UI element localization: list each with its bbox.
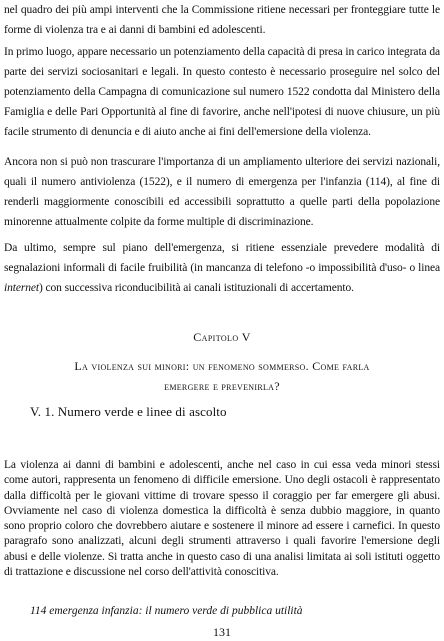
- chapter-title: [30, 356, 414, 396]
- subsection-heading: 114 emergenza infanzia: il numero verde di pubblica utilità: [30, 605, 303, 617]
- chapter-label-text: Capitolo V: [193, 330, 251, 344]
- paragraph-continued: nel quadro dei più ampi interventi che la Commissione ritiene necessari per fronteggiare tutte le forme di violenza tra e ai danni di bambini ed adolescenti.: [4, 4, 440, 36]
- page-number: 131: [213, 625, 231, 639]
- paragraph-da-ultimo-text-before: Da ultimo, sempre sul piano dell'emergenza, si ritiene essenziale prevedere modalità di segnalazioni informali di facile fruibilità (in mancanza di telefono -o impossibilità d'uso- o linea: [4, 242, 440, 274]
- section-body-paragraph: La violenza ai danni di bambini e adolescenti, anche nel caso in cui essa veda minori stessi come autori, rappresenta un fenomeno di difficile emersione. Uno degli ostacoli è rappresentato dalla difficoltà per le giovani vittime di trovare spesso il coraggio per far emergere gli abusi. Ovviamente nel caso di violenza domestica la difficoltà è senza dubbio maggiore, in quanto sono proprio coloro che dovrebbero aiutare e sostenere il minore ad essere i carnefici. In questo paragrafo sono analizzati, alcuni degli strumenti attraverso i quali favorire l'emersione degli abusi e delle violenze. Si tratta anche in questo caso di una analisi limitata ai soli istituti oggetto di trattazione e discussione nel corso dell'attività conoscitiva.: [4, 459, 440, 579]
- chapter-label: [0, 330, 444, 345]
- paragraph-primo-luogo: In primo luogo, appare necessario un potenziamento della capacità di presa in carico integrata da parte dei servizi sociosanitari e legali. In questo contesto è necessario proseguire nel solco del potenziamento della Campagna di comunicazione sul numero 1522 condotta dal Ministero della Famiglia e delle Pari Opportunità al fine di favorire, anche nell'ipotesi di nuove chiusure, un più facile strumento di denuncia e di aiuto anche ai fini dell'emersione della violenza.: [4, 46, 440, 138]
- paragraph-da-ultimo-italic: internet: [4, 282, 39, 294]
- paragraph-da-ultimo: [4, 238, 440, 298]
- chapter-title-line-1: La violenza sui minori: un fenomeno sommerso. Come farla: [74, 359, 370, 373]
- paragraph-ancora: Ancora non si può non trascurare l'importanza di un ampliamento ulteriore dei servizi nazionali, quali il numero antiviolenza (1522), e il numero di emergenza per l'infanzia (114), al fine di renderli maggiormente conoscibili ed accessibili soprattutto a quelle parti della popolazione minorenne attualmente colpite da forme multiple di discriminazione.: [4, 156, 440, 228]
- chapter-title-line-2: emergere e prevenirla?: [164, 379, 280, 393]
- section-heading: V. 1. Numero verde e linee di ascolto: [30, 404, 227, 419]
- paragraph-da-ultimo-text-after: ) con successiva riconducibilità ai canali istituzionali di accertamento.: [38, 282, 354, 294]
